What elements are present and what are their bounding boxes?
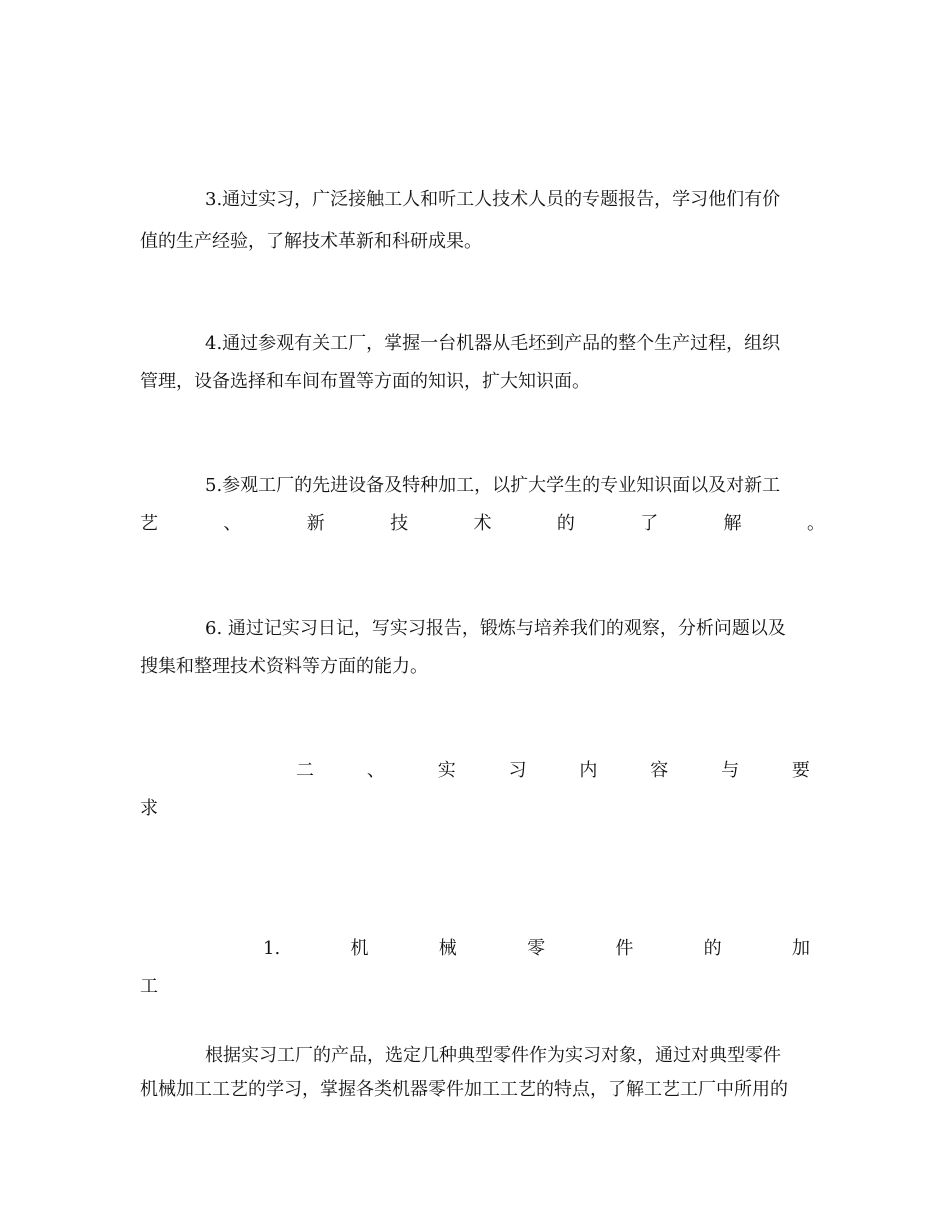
heading-char: 1.: [263, 938, 281, 959]
heading-char: 内: [579, 760, 598, 781]
paragraph-4-line-1: 4.通过参观有关工厂，掌握一台机器从毛坯到产品的整个生产过程，组织: [205, 333, 781, 354]
justified-char: 、: [223, 513, 242, 534]
justified-char: 解: [723, 513, 742, 534]
heading-char: 、: [366, 760, 385, 781]
heading-char: 二: [296, 760, 314, 781]
heading-char: 实: [437, 760, 456, 781]
heading-char: 件: [615, 938, 634, 959]
justified-char: 新: [306, 513, 325, 534]
justified-char: 技: [390, 513, 409, 534]
heading-char: 机: [350, 938, 369, 959]
heading-char: 容: [650, 760, 669, 781]
subsection-1-heading: [263, 937, 810, 961]
justified-char: 艺: [140, 513, 158, 534]
heading-char: 习: [508, 760, 527, 781]
paragraph-6-line-1: 6. 通过记实习日记，写实习报告，锻炼与培养我们的观察，分析问题以及: [205, 618, 786, 639]
paragraph-4-line-2: 管理，设备选择和车间布置等方面的知识，扩大知识面。: [140, 371, 590, 392]
paragraph-6-line-2: 搜集和整理技术资料等方面的能力。: [140, 656, 428, 677]
section-2-heading: [296, 759, 810, 783]
heading-char: 零: [527, 938, 546, 959]
body-paragraph-line-2: 机械加工工艺的学习，掌握各类机器零件加工工艺的特点，了解工艺工厂中所用的: [140, 1079, 788, 1100]
section-2-heading-tail: 求: [140, 798, 158, 819]
heading-char: 械: [438, 938, 457, 959]
body-paragraph-line-1: 根据实习工厂的产品，选定几种典型零件作为实习对象，通过对典型零件: [205, 1045, 781, 1066]
paragraph-5-line-2: [140, 512, 825, 536]
heading-char: 要: [791, 760, 810, 781]
justified-char: 。: [807, 513, 825, 534]
paragraph-5-line-1: 5.参观工厂的先进设备及特种加工，以扩大学生的专业知识面以及对新工: [205, 475, 781, 496]
justified-char: 术: [473, 513, 492, 534]
heading-char: 加: [791, 938, 810, 959]
paragraph-3-line-1: 3.通过实习，广泛接触工人和听工人技术人员的专题报告，学习他们有价: [205, 189, 781, 210]
justified-char: 了: [640, 513, 659, 534]
heading-char: 的: [703, 938, 722, 959]
paragraph-3-line-2: 值的生产经验，了解技术革新和科研成果。: [140, 231, 482, 252]
heading-char: 与: [721, 760, 740, 781]
subsection-1-heading-tail: 工: [140, 976, 158, 997]
justified-char: 的: [556, 513, 575, 534]
